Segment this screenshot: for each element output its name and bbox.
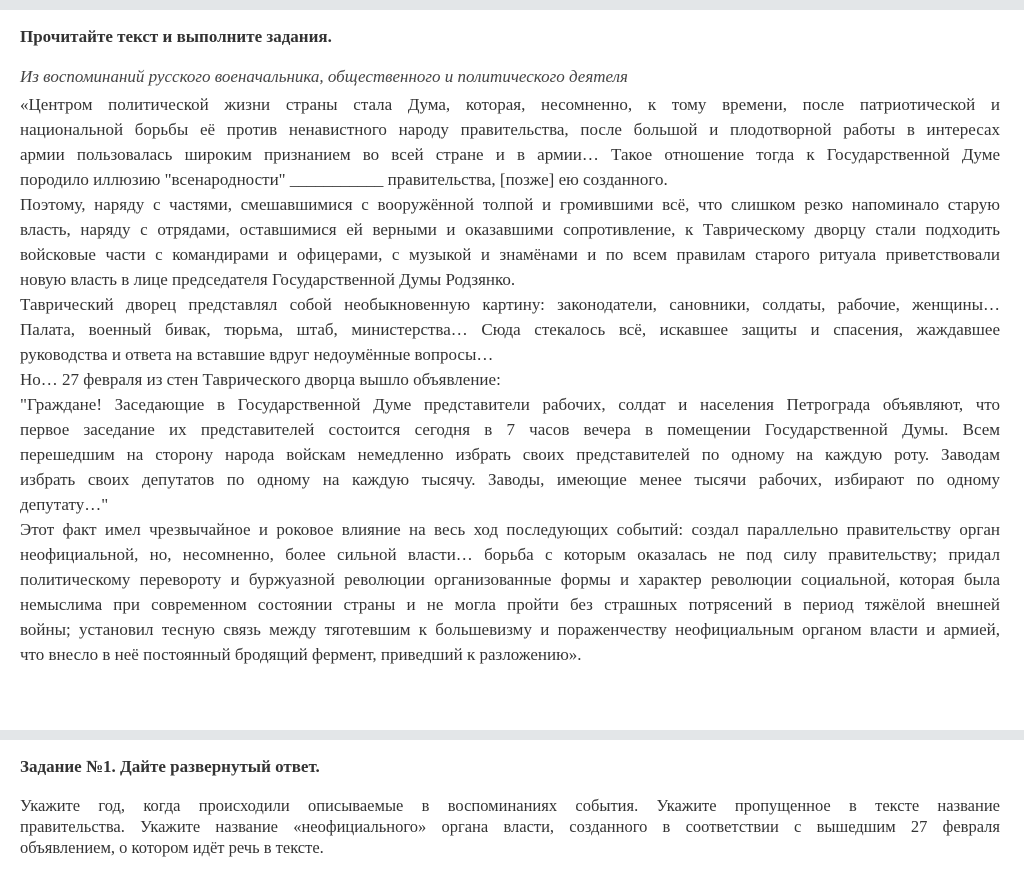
paragraph: [20, 92, 1000, 192]
text-line: депутату…": [20, 495, 109, 514]
paragraph: [20, 517, 1000, 667]
top-divider: [0, 0, 1024, 10]
text-line: Поэтому, наряду с частями, смешавшимися с вооружённой толпой и громившими всё, что слишком резко напоминало старую: [20, 195, 1000, 214]
source-text: [20, 92, 1000, 667]
text-line: национальной борьбы её против ненавистного народу правительства, после большой и плодотворной работы в интересах: [20, 120, 1000, 139]
task-text: [20, 795, 1000, 858]
paragraph: [20, 292, 1000, 367]
text-line: породило иллюзию "всенародности" ___________ правительства, [позже] ею созданного.: [20, 170, 668, 189]
text-line: "Граждане! Заседающие в Государственной Думе представители рабочих, солдат и населения Петрограда объявляют, что: [20, 395, 1000, 414]
text-line: руководства и ответа на вставшие вдруг недоумённые вопросы…: [20, 345, 494, 364]
text-line: перешедшим на сторону народа войскам немедленно избрать своих представителей по одному на каждую роту. Заводам: [20, 445, 1000, 464]
text-line: Таврический дворец представлял собой необыкновенную картину: законодатели, сановники, солдаты, рабочие, женщины…: [20, 295, 1000, 314]
text-line: новую власть в лице председателя Государственной Думы Родзянко.: [20, 270, 516, 289]
task-heading: Задание №1. Дайте развернутый ответ.: [20, 757, 320, 776]
text-line: что внесло в неё постоянный бродящий фермент, приведший к разложению».: [20, 645, 582, 664]
paragraph: [20, 392, 1000, 517]
text-line: избрать своих депутатов по одному на каждую тысячу. Заводы, имеющие менее тысячи рабочих, избирают по одному: [20, 470, 1000, 489]
task-line: правительства. Укажите название «неофициального» органа власти, созданного в соответствии с вышедшим 27 февраля: [20, 817, 1000, 836]
text-line: «Центром политической жизни страны стала Дума, которая, несомненно, к тому времени, после патриотической и: [20, 95, 1000, 114]
task-line: Укажите год, когда происходили описываемые в воспоминаниях события. Укажите пропущенное в тексте название: [20, 796, 1000, 815]
text-line: политическому перевороту и буржуазной революции организованные формы и характер революции социальной, которая была: [20, 570, 1000, 589]
text-line: Палата, военный бивак, тюрьма, штаб, министерства… Сюда стекалось всё, искавшее защиты и спасения, жаждавшее: [20, 320, 1000, 339]
text-line: первое заседание их представителей состоится сегодня в 7 часов вечера в помещении Государственной Думы. Всем: [20, 420, 1000, 439]
text-line: Но… 27 февраля из стен Таврического дворца вышло объявление:: [20, 370, 501, 389]
text-line: войны; установил тесную связь между тяготевшим к большевизму и пораженчеству неофициальным органом власти и армией,: [20, 620, 1000, 639]
text-line: неофициальной, но, несомненно, более сильной власти… борьба с которым оказалась не под силу правительству; придал: [20, 545, 1000, 564]
text-line: немыслима при современном состоянии страны и не могла пройти без страшных потрясений в период тяжёлой внешней: [20, 595, 1000, 614]
task-line: объявлением, о котором идёт речь в тексте.: [20, 838, 324, 857]
text-line: войсковые части с командирами и офицерами, с музыкой и знамёнами и по всем правилам старого ритуала приветствовали: [20, 245, 1000, 264]
text-line: власть, наряду с отрядами, оставшимися ей верными и оказавшими сопротивление, к Таврическому дворцу стали подходить: [20, 220, 1000, 239]
text-line: Этот факт имел чрезвычайное и роковое влияние на весь ход последующих событий: создал параллельно правительству орган: [20, 520, 1000, 539]
paragraph: [20, 367, 1000, 392]
paragraph: [20, 192, 1000, 292]
source-caption: Из воспоминаний русского военачальника, общественного и политического деятеля: [20, 67, 628, 86]
text-line: армии пользовалась широким признанием во всей стране и в армии… Такое отношение тогда к Государственной Думе: [20, 145, 1000, 164]
section-divider: [0, 730, 1024, 740]
instruction-heading: Прочитайте текст и выполните задания.: [20, 27, 332, 46]
